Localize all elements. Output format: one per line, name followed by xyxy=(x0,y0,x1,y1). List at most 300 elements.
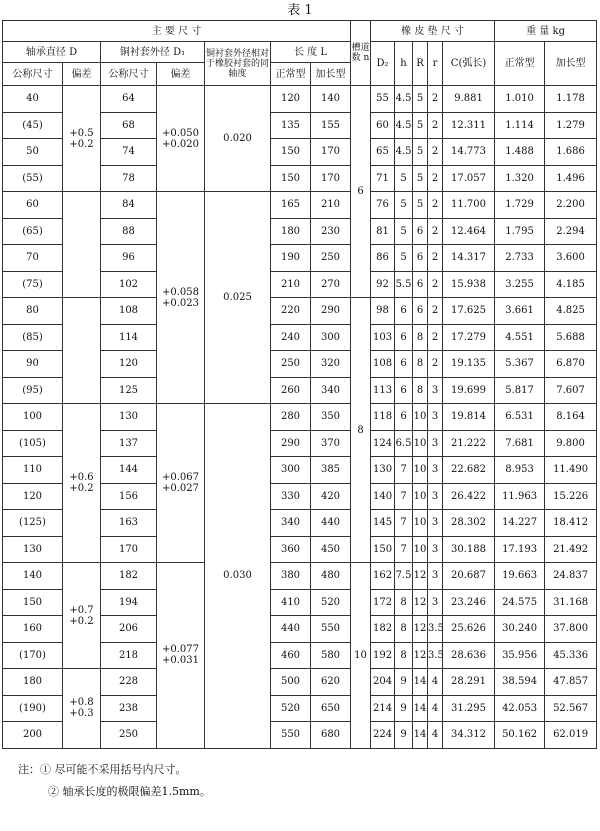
cell-length-extended: 230 xyxy=(311,218,351,245)
header-R: R xyxy=(413,42,428,86)
cell-arc-length: 28.636 xyxy=(443,642,495,669)
cell-d1-nominal: 120 xyxy=(101,351,157,378)
cell-d2: 182 xyxy=(371,616,395,643)
cell-h: 6 xyxy=(395,324,413,351)
cell-d-deviation xyxy=(63,563,101,669)
cell-d-deviation xyxy=(63,86,101,192)
cell-d-nominal: 90 xyxy=(3,351,63,378)
cell-h: 5.5 xyxy=(395,271,413,298)
cell-d2: 118 xyxy=(371,404,395,431)
header-w-extended: 加长型 xyxy=(545,42,597,86)
cell-weight-extended: 1.496 xyxy=(545,165,597,192)
cell-h: 7 xyxy=(395,510,413,537)
cell-length-normal: 220 xyxy=(271,298,311,325)
cell-length-extended: 210 xyxy=(311,192,351,219)
cell-d1-deviation xyxy=(157,404,205,563)
cell-r: 3 xyxy=(428,377,443,404)
header-l-normal: 正常型 xyxy=(271,63,311,86)
cell-r: 2 xyxy=(428,245,443,272)
cell-weight-extended: 4.185 xyxy=(545,271,597,298)
cell-length-normal: 260 xyxy=(271,377,311,404)
cell-r: 3 xyxy=(428,483,443,510)
cell-d-deviation-value: +0.8 xyxy=(69,697,94,709)
cell-r: 3 xyxy=(428,589,443,616)
cell-length-normal: 300 xyxy=(271,457,311,484)
cell-arc-length: 14.773 xyxy=(443,139,495,166)
cell-length-extended: 300 xyxy=(311,324,351,351)
cell-arc-length: 30.188 xyxy=(443,536,495,563)
cell-d2: 172 xyxy=(371,589,395,616)
cell-weight-extended: 4.825 xyxy=(545,298,597,325)
cell-weight-normal: 1.488 xyxy=(495,139,545,166)
cell-length-extended: 270 xyxy=(311,271,351,298)
cell-R: 14 xyxy=(413,669,428,696)
table-row xyxy=(3,298,597,325)
cell-weight-extended: 45.336 xyxy=(545,642,597,669)
cell-arc-length: 19.699 xyxy=(443,377,495,404)
cell-d1-deviation-value: +0.027 xyxy=(161,483,199,494)
notes xyxy=(18,759,600,803)
cell-d1-nominal: 88 xyxy=(101,218,157,245)
cell-arc-length: 14.317 xyxy=(443,245,495,272)
cell-weight-extended: 18.412 xyxy=(545,510,597,537)
cell-R: 5 xyxy=(413,139,428,166)
cell-R: 5 xyxy=(413,165,428,192)
cell-d1-nominal: 250 xyxy=(101,722,157,749)
cell-R: 8 xyxy=(413,351,428,378)
cell-d-nominal: 50 xyxy=(3,139,63,166)
cell-length-normal: 340 xyxy=(271,510,311,537)
cell-d-nominal: 120 xyxy=(3,483,63,510)
cell-weight-normal: 3.255 xyxy=(495,271,545,298)
cell-r: 2 xyxy=(428,139,443,166)
cell-length-extended: 320 xyxy=(311,351,351,378)
header-C: C(弧长) xyxy=(443,42,495,86)
cell-r: 4 xyxy=(428,669,443,696)
cell-weight-extended: 47.857 xyxy=(545,669,597,696)
cell-d-nominal: 200 xyxy=(3,722,63,749)
cell-d1-deviation-value: +0.031 xyxy=(161,655,199,667)
cell-h: 8 xyxy=(395,616,413,643)
cell-d1-deviation xyxy=(157,86,205,192)
cell-R: 8 xyxy=(413,324,428,351)
cell-d-deviation xyxy=(63,669,101,749)
cell-weight-extended: 7.607 xyxy=(545,377,597,404)
cell-d2: 108 xyxy=(371,351,395,378)
cell-weight-normal: 50.162 xyxy=(495,722,545,749)
cell-d2: 81 xyxy=(371,218,395,245)
cell-d-deviation-value: +0.2 xyxy=(69,483,94,494)
cell-d2: 71 xyxy=(371,165,395,192)
cell-d-deviation-value: +0.5 xyxy=(69,127,94,139)
cell-r: 3.5 xyxy=(428,642,443,669)
cell-weight-normal: 4.551 xyxy=(495,324,545,351)
cell-length-normal: 135 xyxy=(271,112,311,139)
cell-r: 2 xyxy=(428,192,443,219)
cell-d-nominal: (170) xyxy=(3,642,63,669)
cell-length-extended: 140 xyxy=(311,86,351,113)
table-row xyxy=(3,669,597,696)
cell-d2: 113 xyxy=(371,377,395,404)
cell-weight-extended: 6.870 xyxy=(545,351,597,378)
cell-weight-extended: 21.492 xyxy=(545,536,597,563)
header-h: h xyxy=(395,42,413,86)
cell-weight-normal: 14.227 xyxy=(495,510,545,537)
cell-arc-length: 17.625 xyxy=(443,298,495,325)
cell-weight-extended: 31.168 xyxy=(545,589,597,616)
cell-d2: 92 xyxy=(371,271,395,298)
cell-weight-normal: 24.575 xyxy=(495,589,545,616)
cell-d1-nominal: 156 xyxy=(101,483,157,510)
cell-d2: 76 xyxy=(371,192,395,219)
cell-length-extended: 250 xyxy=(311,245,351,272)
cell-R: 14 xyxy=(413,695,428,722)
cell-arc-length: 9.881 xyxy=(443,86,495,113)
cell-arc-length: 20.687 xyxy=(443,563,495,590)
cell-weight-normal: 2.733 xyxy=(495,245,545,272)
cell-d-nominal: 60 xyxy=(3,192,63,219)
cell-h: 7 xyxy=(395,457,413,484)
cell-length-extended: 170 xyxy=(311,165,351,192)
cell-d2: 65 xyxy=(371,139,395,166)
cell-arc-length: 31.295 xyxy=(443,695,495,722)
cell-length-normal: 150 xyxy=(271,165,311,192)
cell-h: 7.5 xyxy=(395,563,413,590)
cell-r: 2 xyxy=(428,271,443,298)
cell-d2: 60 xyxy=(371,112,395,139)
cell-h: 9 xyxy=(395,669,413,696)
cell-R: 12 xyxy=(413,616,428,643)
cell-d2: 98 xyxy=(371,298,395,325)
cell-r: 2 xyxy=(428,351,443,378)
cell-weight-normal: 1.010 xyxy=(495,86,545,113)
cell-weight-extended: 52.567 xyxy=(545,695,597,722)
header-d1-deviation: 偏差 xyxy=(157,63,205,86)
cell-h: 6 xyxy=(395,404,413,431)
cell-arc-length: 11.700 xyxy=(443,192,495,219)
cell-h: 8 xyxy=(395,642,413,669)
cell-d2: 103 xyxy=(371,324,395,351)
cell-r: 3 xyxy=(428,510,443,537)
cell-d1-nominal: 163 xyxy=(101,510,157,537)
cell-d-nominal: (65) xyxy=(3,218,63,245)
cell-weight-extended: 1.279 xyxy=(545,112,597,139)
cell-d1-nominal: 144 xyxy=(101,457,157,484)
cell-d-nominal: (55) xyxy=(3,165,63,192)
cell-d-deviation-value: +0.3 xyxy=(69,708,94,720)
cell-h: 5 xyxy=(395,192,413,219)
cell-r: 2 xyxy=(428,298,443,325)
cell-weight-extended: 37.800 xyxy=(545,616,597,643)
cell-R: 5 xyxy=(413,112,428,139)
header-d-deviation: 偏差 xyxy=(63,63,101,86)
header-weight: 重 量 kg xyxy=(495,21,597,42)
cell-length-extended: 290 xyxy=(311,298,351,325)
cell-h: 9 xyxy=(395,722,413,749)
cell-R: 12 xyxy=(413,589,428,616)
cell-d2: 150 xyxy=(371,536,395,563)
cell-arc-length: 28.302 xyxy=(443,510,495,537)
cell-arc-length: 28.291 xyxy=(443,669,495,696)
cell-d2: 145 xyxy=(371,510,395,537)
cell-length-extended: 520 xyxy=(311,589,351,616)
cell-d-nominal: (85) xyxy=(3,324,63,351)
header-bearing-dia: 轴承直径 D xyxy=(3,42,101,63)
table-row xyxy=(3,404,597,431)
header-rubber-strip: 橡 皮 垫 尺 寸 xyxy=(371,21,495,42)
cell-d-nominal: 70 xyxy=(3,245,63,272)
cell-r: 3 xyxy=(428,404,443,431)
cell-R: 10 xyxy=(413,536,428,563)
cell-d-nominal: 180 xyxy=(3,669,63,696)
cell-length-normal: 150 xyxy=(271,139,311,166)
cell-R: 12 xyxy=(413,563,428,590)
cell-weight-normal: 1.114 xyxy=(495,112,545,139)
cell-weight-extended: 15.226 xyxy=(545,483,597,510)
cell-length-extended: 650 xyxy=(311,695,351,722)
cell-h: 6 xyxy=(395,351,413,378)
cell-d1-deviation-value: +0.058 xyxy=(161,286,199,298)
cell-weight-normal: 30.240 xyxy=(495,616,545,643)
cell-weight-normal: 11.963 xyxy=(495,483,545,510)
cell-length-normal: 550 xyxy=(271,722,311,749)
cell-length-extended: 450 xyxy=(311,536,351,563)
cell-weight-normal: 5.817 xyxy=(495,377,545,404)
cell-d-nominal: 80 xyxy=(3,298,63,325)
cell-weight-normal: 38.594 xyxy=(495,669,545,696)
cell-weight-extended: 8.164 xyxy=(545,404,597,431)
cell-r: 3 xyxy=(428,457,443,484)
cell-d1-nominal: 102 xyxy=(101,271,157,298)
cell-weight-normal: 1.795 xyxy=(495,218,545,245)
cell-weight-normal: 17.193 xyxy=(495,536,545,563)
cell-length-normal: 500 xyxy=(271,669,311,696)
cell-grooves: 8 xyxy=(351,298,371,563)
cell-h: 4.5 xyxy=(395,139,413,166)
cell-d-deviation-value: +0.6 xyxy=(69,472,94,483)
cell-length-normal: 440 xyxy=(271,616,311,643)
header-sleeve-od: 铜衬套外径 D₁ xyxy=(101,42,205,63)
header-grooves: 槽道数 n xyxy=(351,21,371,86)
cell-d1-nominal: 194 xyxy=(101,589,157,616)
cell-r: 2 xyxy=(428,165,443,192)
cell-r: 3 xyxy=(428,563,443,590)
cell-length-normal: 410 xyxy=(271,589,311,616)
cell-d-nominal: 150 xyxy=(3,589,63,616)
cell-length-extended: 620 xyxy=(311,669,351,696)
header-l-extended: 加长型 xyxy=(311,63,351,86)
cell-R: 6 xyxy=(413,298,428,325)
table-row xyxy=(3,563,597,590)
cell-d-nominal: (125) xyxy=(3,510,63,537)
note-1: ① 尽可能不采用括号内尺寸。 xyxy=(40,762,187,776)
cell-weight-normal: 6.531 xyxy=(495,404,545,431)
header-d1-nominal: 公称尺寸 xyxy=(101,63,157,86)
cell-r: 3 xyxy=(428,430,443,457)
cell-arc-length: 19.814 xyxy=(443,404,495,431)
cell-d1-nominal: 238 xyxy=(101,695,157,722)
cell-d-nominal: 40 xyxy=(3,86,63,113)
cell-weight-normal: 42.053 xyxy=(495,695,545,722)
cell-grooves: 10 xyxy=(351,563,371,749)
cell-arc-length: 15.938 xyxy=(443,271,495,298)
cell-d1-nominal: 78 xyxy=(101,165,157,192)
cell-d-nominal: 160 xyxy=(3,616,63,643)
cell-R: 10 xyxy=(413,510,428,537)
cell-R: 10 xyxy=(413,483,428,510)
cell-weight-normal: 7.681 xyxy=(495,430,545,457)
cell-arc-length: 25.626 xyxy=(443,616,495,643)
cell-R: 10 xyxy=(413,404,428,431)
cell-d1-nominal: 228 xyxy=(101,669,157,696)
cell-d-deviation xyxy=(63,404,101,563)
cell-arc-length: 22.682 xyxy=(443,457,495,484)
cell-d1-deviation-value: +0.067 xyxy=(161,472,199,483)
header-d-nominal: 公称尺寸 xyxy=(3,63,63,86)
cell-length-normal: 460 xyxy=(271,642,311,669)
cell-h: 5 xyxy=(395,218,413,245)
cell-length-extended: 480 xyxy=(311,563,351,590)
cell-R: 6 xyxy=(413,218,428,245)
cell-d-deviation-value: +0.7 xyxy=(69,604,94,616)
cell-d-deviation-value: +0.2 xyxy=(69,615,94,627)
cell-h: 4.5 xyxy=(395,112,413,139)
cell-h: 9 xyxy=(395,695,413,722)
cell-length-extended: 440 xyxy=(311,510,351,537)
cell-d-nominal: (45) xyxy=(3,112,63,139)
cell-d1-nominal: 74 xyxy=(101,139,157,166)
cell-length-extended: 340 xyxy=(311,377,351,404)
cell-h: 5 xyxy=(395,165,413,192)
cell-weight-normal: 35.956 xyxy=(495,642,545,669)
cell-weight-normal: 3.661 xyxy=(495,298,545,325)
cell-weight-normal: 8.953 xyxy=(495,457,545,484)
cell-weight-normal: 5.367 xyxy=(495,351,545,378)
cell-R: 6 xyxy=(413,245,428,272)
cell-d1-nominal: 206 xyxy=(101,616,157,643)
cell-d1-deviation xyxy=(157,192,205,404)
cell-R: 10 xyxy=(413,457,428,484)
cell-length-normal: 330 xyxy=(271,483,311,510)
cell-d-deviation xyxy=(63,298,101,404)
cell-length-normal: 250 xyxy=(271,351,311,378)
cell-arc-length: 17.057 xyxy=(443,165,495,192)
cell-length-extended: 170 xyxy=(311,139,351,166)
cell-d-deviation-value: +0.2 xyxy=(69,138,94,150)
cell-d-nominal: (95) xyxy=(3,377,63,404)
header-coaxiality: 铜衬套外径相对于橡胶衬套的同轴度 xyxy=(205,42,271,86)
cell-weight-extended: 62.019 xyxy=(545,722,597,749)
cell-d2: 86 xyxy=(371,245,395,272)
cell-arc-length: 12.464 xyxy=(443,218,495,245)
cell-weight-extended: 2.200 xyxy=(545,192,597,219)
cell-d-nominal: 130 xyxy=(3,536,63,563)
cell-d-nominal: (105) xyxy=(3,430,63,457)
cell-weight-normal: 1.729 xyxy=(495,192,545,219)
cell-R: 5 xyxy=(413,192,428,219)
cell-d1-nominal: 108 xyxy=(101,298,157,325)
cell-d1-nominal: 130 xyxy=(101,404,157,431)
cell-weight-extended: 2.294 xyxy=(545,218,597,245)
cell-d-nominal: 100 xyxy=(3,404,63,431)
cell-R: 14 xyxy=(413,722,428,749)
table-row xyxy=(3,192,597,219)
cell-d1-nominal: 125 xyxy=(101,377,157,404)
cell-weight-extended: 5.688 xyxy=(545,324,597,351)
cell-d2: 224 xyxy=(371,722,395,749)
bearing-table xyxy=(2,20,597,749)
header-main-dims: 主 要 尺 寸 xyxy=(3,21,351,42)
cell-length-extended: 370 xyxy=(311,430,351,457)
cell-d1-nominal: 84 xyxy=(101,192,157,219)
cell-weight-extended: 3.600 xyxy=(545,245,597,272)
cell-R: 6 xyxy=(413,271,428,298)
cell-r: 2 xyxy=(428,86,443,113)
cell-coaxiality: 0.030 xyxy=(205,404,271,749)
cell-d1-nominal: 170 xyxy=(101,536,157,563)
cell-d2: 204 xyxy=(371,669,395,696)
cell-arc-length: 17.279 xyxy=(443,324,495,351)
cell-length-extended: 385 xyxy=(311,457,351,484)
cell-r: 2 xyxy=(428,218,443,245)
cell-R: 10 xyxy=(413,430,428,457)
notes-prefix: 注： xyxy=(18,762,40,776)
cell-h: 7 xyxy=(395,536,413,563)
cell-d1-nominal: 64 xyxy=(101,86,157,113)
header-r: r xyxy=(428,42,443,86)
cell-R: 5 xyxy=(413,86,428,113)
cell-d2: 124 xyxy=(371,430,395,457)
cell-length-normal: 360 xyxy=(271,536,311,563)
cell-length-normal: 165 xyxy=(271,192,311,219)
cell-d2: 140 xyxy=(371,483,395,510)
cell-r: 4 xyxy=(428,695,443,722)
cell-grooves: 6 xyxy=(351,86,371,298)
cell-length-normal: 210 xyxy=(271,271,311,298)
cell-length-extended: 420 xyxy=(311,483,351,510)
cell-R: 8 xyxy=(413,377,428,404)
cell-d-nominal: 110 xyxy=(3,457,63,484)
cell-r: 3 xyxy=(428,536,443,563)
cell-d1-nominal: 182 xyxy=(101,563,157,590)
cell-d-nominal: (75) xyxy=(3,271,63,298)
cell-arc-length: 19.135 xyxy=(443,351,495,378)
cell-d1-nominal: 114 xyxy=(101,324,157,351)
cell-d1-deviation-value: +0.020 xyxy=(161,138,199,150)
cell-d1-deviation-value: +0.077 xyxy=(161,644,199,656)
cell-length-normal: 190 xyxy=(271,245,311,272)
cell-weight-extended: 1.178 xyxy=(545,86,597,113)
header-d2: D₂ xyxy=(371,42,395,86)
cell-h: 6 xyxy=(395,298,413,325)
cell-h: 5 xyxy=(395,245,413,272)
cell-d-deviation xyxy=(63,192,101,298)
cell-length-extended: 550 xyxy=(311,616,351,643)
cell-length-normal: 120 xyxy=(271,86,311,113)
table-title: 表 1 xyxy=(287,3,313,18)
header-w-normal: 正常型 xyxy=(495,42,545,86)
cell-h: 6.5 xyxy=(395,430,413,457)
table-row xyxy=(3,86,597,113)
cell-length-normal: 380 xyxy=(271,563,311,590)
cell-length-extended: 350 xyxy=(311,404,351,431)
cell-length-normal: 240 xyxy=(271,324,311,351)
cell-weight-extended: 24.837 xyxy=(545,563,597,590)
cell-d2: 214 xyxy=(371,695,395,722)
cell-d1-deviation xyxy=(157,563,205,749)
cell-d1-nominal: 137 xyxy=(101,430,157,457)
cell-d1-deviation-value: +0.023 xyxy=(161,297,199,309)
